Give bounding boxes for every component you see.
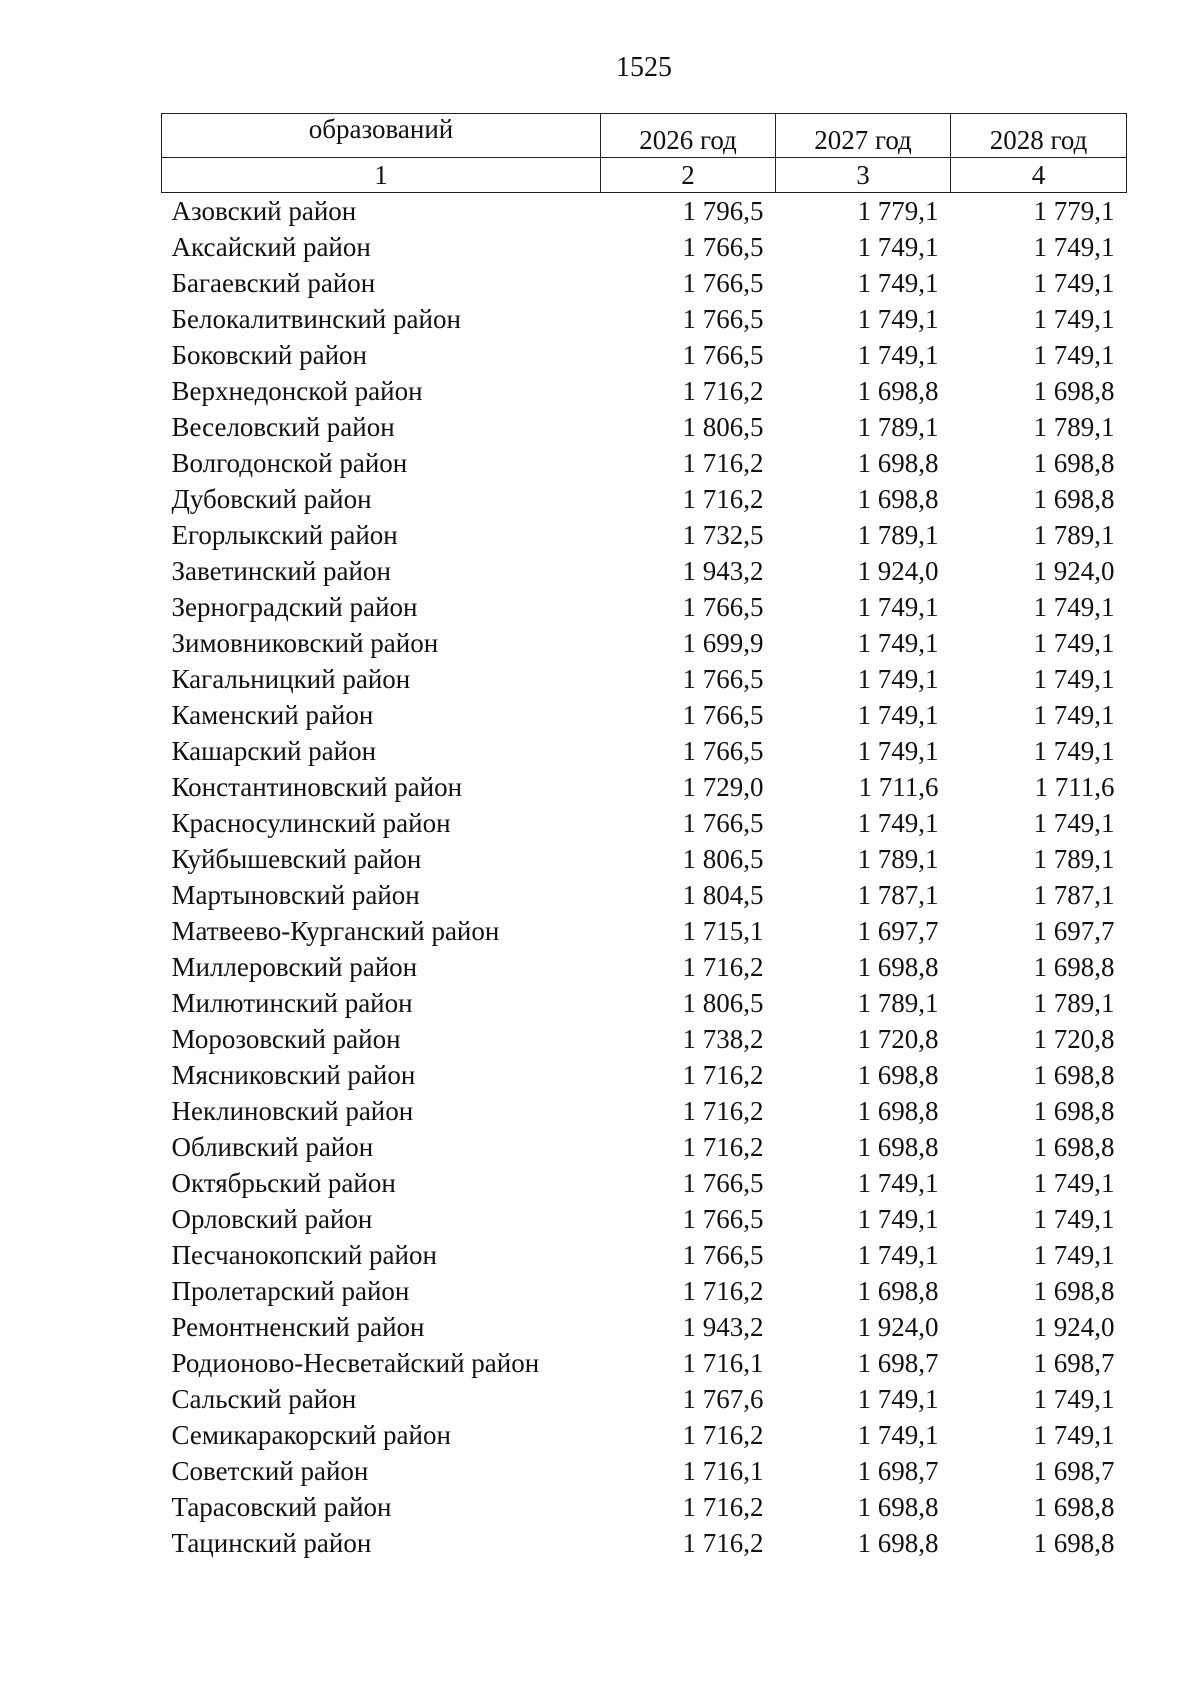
column-number-row: [162, 158, 1127, 193]
municipality-name: Советский район: [171, 1456, 369, 1486]
table-row: [162, 409, 1127, 445]
municipality-name: Семикаракорский район: [171, 1420, 451, 1450]
value-2028: 1 698,8: [1033, 1060, 1115, 1090]
municipality-name: Обливский район: [171, 1132, 374, 1162]
value-2027: 1 749,1: [857, 1384, 939, 1414]
value-2027: 1 789,1: [857, 988, 939, 1018]
value-2026: 1 716,2: [682, 952, 764, 982]
table-row: [162, 913, 1127, 949]
table-row: [162, 1093, 1127, 1129]
table-row: [162, 1201, 1127, 1237]
value-2027: 1 749,1: [857, 592, 939, 622]
municipality-name: Волгодонской район: [171, 448, 408, 478]
value-2028: 1 749,1: [1033, 232, 1115, 262]
value-2026: 1 699,9: [682, 628, 764, 658]
value-2028: 1 749,1: [1033, 628, 1115, 658]
value-2028: 1 749,1: [1033, 1168, 1115, 1198]
value-2026: 1 766,5: [682, 232, 764, 262]
value-2027: 1 749,1: [857, 268, 939, 298]
year-2026-column-header: 2026 год: [601, 114, 776, 158]
municipality-name: Заветинский район: [171, 556, 391, 586]
value-2026: 1 943,2: [682, 1312, 764, 1342]
value-2027: 1 749,1: [857, 808, 939, 838]
value-2027: 1 779,1: [857, 196, 939, 226]
value-2028: 1 749,1: [1033, 1204, 1115, 1234]
value-2026: 1 716,2: [682, 1096, 764, 1126]
municipality-name: Аксайский район: [171, 232, 371, 262]
column-number-2: 2: [601, 158, 776, 193]
table-row: [162, 1453, 1127, 1489]
table-row: [162, 1309, 1127, 1345]
table-row: [162, 229, 1127, 265]
table-row: [162, 553, 1127, 589]
value-2026: 1 766,5: [682, 808, 764, 838]
value-2027: 1 789,1: [857, 844, 939, 874]
value-2026: 1 716,2: [682, 448, 764, 478]
table-row: [162, 589, 1127, 625]
municipality-name: Родионово-Несветайский район: [171, 1348, 540, 1378]
value-2028: 1 779,1: [1033, 196, 1115, 226]
value-2028: 1 749,1: [1033, 664, 1115, 694]
value-2026: 1 806,5: [682, 988, 764, 1018]
column-number-4: 4: [951, 158, 1127, 193]
table-row: [162, 265, 1127, 301]
value-2026: 1 766,5: [682, 1204, 764, 1234]
municipality-name: Зимовниковский район: [171, 628, 439, 658]
value-2026: 1 766,5: [682, 736, 764, 766]
value-2027: 1 749,1: [857, 340, 939, 370]
value-2027: 1 698,8: [857, 952, 939, 982]
value-2027: 1 749,1: [857, 1168, 939, 1198]
table-row: [162, 1417, 1127, 1453]
table-row: [162, 805, 1127, 841]
table-row: [162, 337, 1127, 373]
value-2028: 1 749,1: [1033, 304, 1115, 334]
value-2028: 1 749,1: [1033, 808, 1115, 838]
table-row: [162, 1021, 1127, 1057]
value-2027: 1 749,1: [857, 232, 939, 262]
table-body: [162, 193, 1127, 1562]
municipality-name: Егорлыкский район: [171, 520, 398, 550]
municipality-name: Веселовский район: [171, 412, 395, 442]
value-2026: 1 716,1: [682, 1456, 764, 1486]
page-number: 1525: [616, 52, 672, 83]
value-2027: 1 698,8: [857, 1132, 939, 1162]
value-2028: 1 697,7: [1033, 916, 1115, 946]
value-2026: 1 716,2: [682, 376, 764, 406]
value-2027: 1 789,1: [857, 412, 939, 442]
value-2026: 1 716,2: [682, 1492, 764, 1522]
value-2028: 1 698,8: [1033, 952, 1115, 982]
value-2028: 1 749,1: [1033, 700, 1115, 730]
value-2027: 1 749,1: [857, 1204, 939, 1234]
value-2028: 1 789,1: [1033, 844, 1115, 874]
table-row: [162, 1165, 1127, 1201]
municipality-name: Кашарский район: [171, 736, 377, 766]
value-2028: 1 698,8: [1033, 448, 1115, 478]
value-2028: 1 749,1: [1033, 1240, 1115, 1270]
value-2027: 1 697,7: [857, 916, 939, 946]
municipality-name: Зерноградский район: [171, 592, 418, 622]
table-row: [162, 373, 1127, 409]
municipality-name: Песчанокопский район: [171, 1240, 437, 1270]
value-2028: 1 749,1: [1033, 1384, 1115, 1414]
table-row: [162, 1237, 1127, 1273]
value-2028: 1 698,8: [1033, 1132, 1115, 1162]
municipality-column-header: образований: [162, 114, 601, 158]
table-row: [162, 517, 1127, 553]
value-2026: 1 716,1: [682, 1348, 764, 1378]
value-2028: 1 789,1: [1033, 520, 1115, 550]
municipality-name: Матвеево-Курганский район: [171, 916, 500, 946]
table-row: [162, 625, 1127, 661]
value-2028: 1 698,8: [1033, 1096, 1115, 1126]
value-2028: 1 698,7: [1033, 1456, 1115, 1486]
value-2027: 1 749,1: [857, 1420, 939, 1450]
column-number-3: 3: [776, 158, 951, 193]
table-row: [162, 697, 1127, 733]
value-2026: 1 804,5: [682, 880, 764, 910]
value-2028: 1 749,1: [1033, 1420, 1115, 1450]
value-2026: 1 766,5: [682, 1240, 764, 1270]
municipality-name: Азовский район: [171, 196, 357, 226]
value-2027: 1 924,0: [857, 1312, 939, 1342]
value-2028: 1 789,1: [1033, 412, 1115, 442]
value-2026: 1 806,5: [682, 412, 764, 442]
value-2026: 1 716,2: [682, 1420, 764, 1450]
value-2028: 1 711,6: [1034, 772, 1115, 802]
value-2028: 1 924,0: [1033, 1312, 1115, 1342]
table-row: [162, 1381, 1127, 1417]
value-2026: 1 738,2: [682, 1024, 764, 1054]
value-2026: 1 766,5: [682, 700, 764, 730]
value-2027: 1 698,8: [857, 376, 939, 406]
table-row: [162, 1525, 1127, 1561]
value-2027: 1 720,8: [857, 1024, 939, 1054]
municipality-name: Пролетарский район: [171, 1276, 410, 1306]
value-2026: 1 767,6: [682, 1384, 764, 1414]
table-header: [162, 114, 1127, 193]
table-row: [162, 301, 1127, 337]
value-2027: 1 698,8: [857, 1276, 939, 1306]
value-2027: 1 698,8: [857, 1492, 939, 1522]
value-2026: 1 806,5: [682, 844, 764, 874]
value-2027: 1 698,8: [857, 1096, 939, 1126]
table-row: [162, 445, 1127, 481]
value-2027: 1 698,7: [857, 1456, 939, 1486]
municipality-name: Сальский район: [171, 1384, 357, 1414]
municipality-name: Ремонтненский район: [171, 1312, 425, 1342]
municipality-name: Неклиновский район: [171, 1096, 414, 1126]
value-2028: 1 698,8: [1033, 376, 1115, 406]
value-2026: 1 716,2: [682, 1060, 764, 1090]
value-2027: 1 698,8: [857, 1528, 939, 1558]
table-row: [162, 1489, 1127, 1525]
value-2028: 1 720,8: [1033, 1024, 1115, 1054]
table-row: [162, 193, 1127, 230]
value-2026: 1 715,1: [682, 916, 764, 946]
value-2028: 1 749,1: [1033, 268, 1115, 298]
value-2027: 1 749,1: [857, 664, 939, 694]
table-row: [162, 661, 1127, 697]
value-2026: 1 716,2: [682, 1132, 764, 1162]
value-2026: 1 716,2: [682, 1276, 764, 1306]
value-2026: 1 943,2: [682, 556, 764, 586]
municipality-name: Красносулинский район: [171, 808, 451, 838]
municipality-name: Тарасовский район: [171, 1492, 392, 1522]
value-2027: 1 698,8: [857, 448, 939, 478]
municipality-name: Куйбышевский район: [171, 844, 422, 874]
municipality-name: Белокалитвинский район: [171, 304, 461, 334]
table-row: [162, 949, 1127, 985]
value-2028: 1 698,7: [1033, 1348, 1115, 1378]
value-2028: 1 924,0: [1033, 556, 1115, 586]
value-2026: 1 716,2: [682, 1528, 764, 1558]
municipality-name: Верхнедонской район: [171, 376, 423, 406]
municipality-name: Орловский район: [171, 1204, 373, 1234]
value-2026: 1 766,5: [682, 340, 764, 370]
value-2028: 1 698,8: [1033, 1276, 1115, 1306]
municipality-name: Боковский район: [171, 340, 367, 370]
table-row: [162, 481, 1127, 517]
value-2028: 1 787,1: [1033, 880, 1115, 910]
header-row: [162, 114, 1127, 158]
value-2027: 1 711,6: [858, 772, 939, 802]
value-2027: 1 749,1: [857, 700, 939, 730]
value-2028: 1 749,1: [1033, 592, 1115, 622]
municipality-name: Тацинский район: [171, 1528, 372, 1558]
municipality-name: Мясниковский район: [171, 1060, 416, 1090]
value-2028: 1 749,1: [1033, 736, 1115, 766]
value-2026: 1 766,5: [682, 304, 764, 334]
table-row: [162, 1345, 1127, 1381]
budget-table: [161, 113, 1127, 1561]
value-2027: 1 787,1: [857, 880, 939, 910]
value-2028: 1 698,8: [1033, 1492, 1115, 1522]
value-2028: 1 698,8: [1033, 484, 1115, 514]
value-2026: 1 732,5: [682, 520, 764, 550]
column-number-1: 1: [162, 158, 601, 193]
year-2027-column-header: 2027 год: [776, 114, 951, 158]
value-2027: 1 698,8: [857, 1060, 939, 1090]
value-2028: 1 789,1: [1033, 988, 1115, 1018]
value-2027: 1 749,1: [857, 1240, 939, 1270]
value-2026: 1 766,5: [682, 664, 764, 694]
table-row: [162, 769, 1127, 805]
value-2027: 1 698,8: [857, 484, 939, 514]
value-2028: 1 698,8: [1033, 1528, 1115, 1558]
table-row: [162, 1129, 1127, 1165]
table-row: [162, 733, 1127, 769]
value-2027: 1 749,1: [857, 304, 939, 334]
value-2026: 1 716,2: [682, 484, 764, 514]
municipality-name: Милютинский район: [171, 988, 413, 1018]
table-row: [162, 877, 1127, 913]
value-2026: 1 796,5: [682, 196, 764, 226]
value-2027: 1 749,1: [857, 628, 939, 658]
municipality-name: Кагальницкий район: [171, 664, 411, 694]
value-2026: 1 766,5: [682, 592, 764, 622]
table-row: [162, 1273, 1127, 1309]
municipality-name: Багаевский район: [171, 268, 376, 298]
municipality-name: Каменский район: [171, 700, 374, 730]
table-row: [162, 841, 1127, 877]
table-row: [162, 985, 1127, 1021]
table-row: [162, 1057, 1127, 1093]
value-2028: 1 749,1: [1033, 340, 1115, 370]
value-2027: 1 924,0: [857, 556, 939, 586]
municipality-name: Октябрьский район: [171, 1168, 396, 1198]
value-2026: 1 766,5: [682, 268, 764, 298]
value-2027: 1 789,1: [857, 520, 939, 550]
value-2026: 1 766,5: [682, 1168, 764, 1198]
year-2028-column-header: 2028 год: [951, 114, 1127, 158]
value-2027: 1 698,7: [857, 1348, 939, 1378]
municipality-name: Морозовский район: [171, 1024, 401, 1054]
municipality-name: Мартыновский район: [171, 880, 420, 910]
municipality-name: Миллеровский район: [171, 952, 418, 982]
municipality-name: Дубовский район: [171, 484, 372, 514]
value-2026: 1 729,0: [682, 772, 764, 802]
value-2027: 1 749,1: [857, 736, 939, 766]
municipality-name: Константиновский район: [171, 772, 463, 802]
